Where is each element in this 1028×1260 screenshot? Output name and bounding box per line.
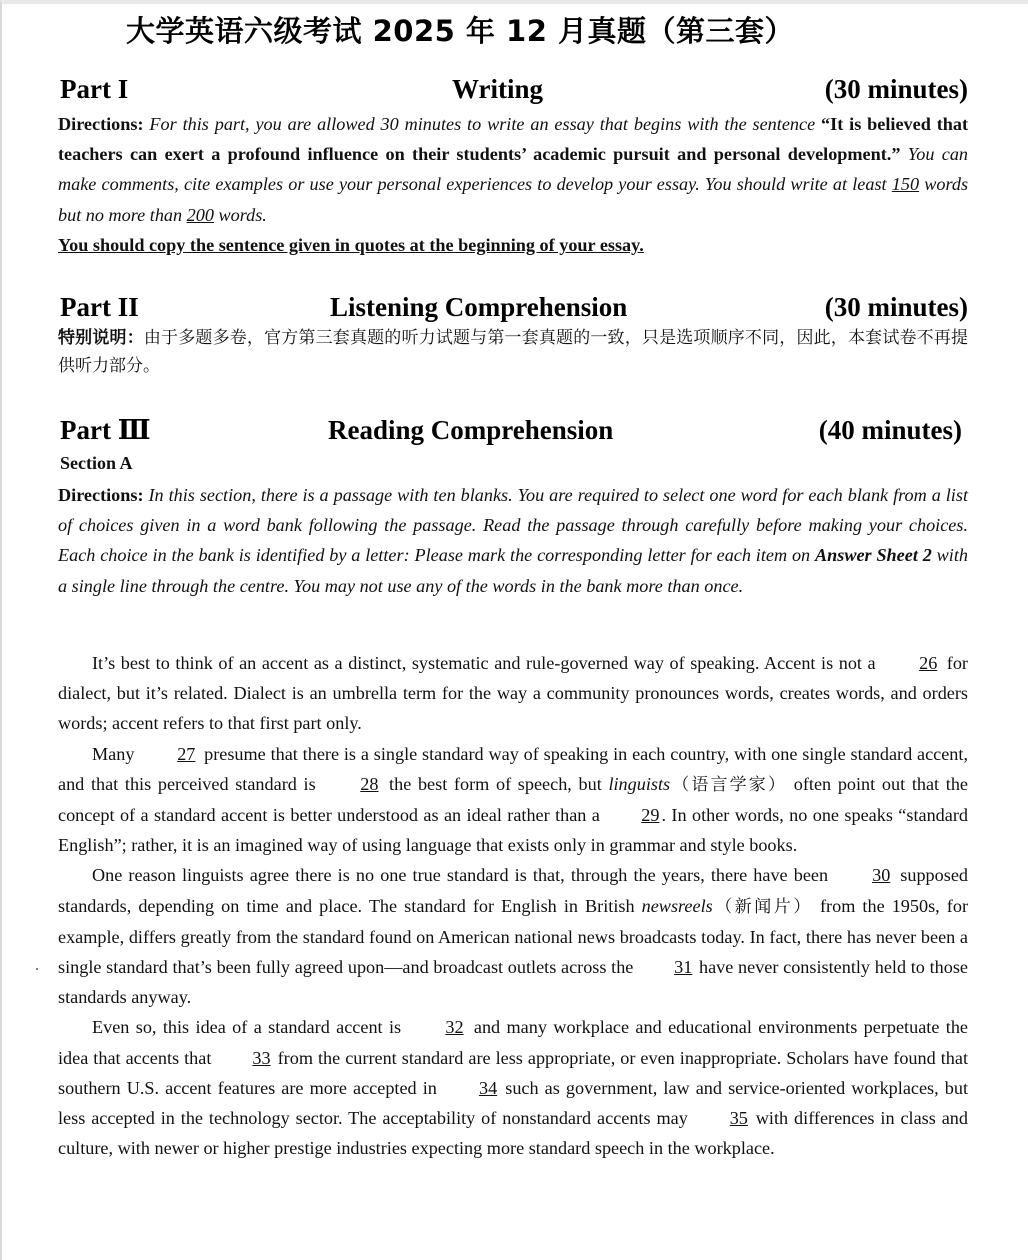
directions-label: Directions: bbox=[58, 114, 144, 134]
blank-33: 33 bbox=[252, 1047, 271, 1068]
passage-text: and many workplace and educational environments perpetuate the idea that accents that bbox=[58, 1017, 968, 1068]
part-time: (40 minutes) bbox=[818, 415, 962, 445]
blank-28: 28 bbox=[360, 773, 379, 794]
answer-sheet-ref: Answer Sheet 2 bbox=[815, 545, 932, 566]
essay-prompt-quote: “It is believed that teachers can exert a profound influence on their students’ academic pursuit and personal development.” bbox=[58, 114, 969, 165]
passage-text: from the 1950s, for example, differs greatly from the standard found on American national news broadcasts today. In fact, there has never been a single standard that’s been fully agreed upon—and broadcast outlets across the bbox=[58, 895, 969, 978]
blank-32: 32 bbox=[445, 1017, 464, 1038]
section-a-label: Section A bbox=[60, 453, 133, 473]
passage-text: from the current standard are less appropriate, or even inappropriate. Scholars have found that southern U.S. accent features are more accepted in bbox=[58, 1047, 969, 1098]
passage-text: supposed standards, depending on time and place. The standard for English in British bbox=[58, 865, 968, 916]
passage-text: have never consistently held to those standards anyway. bbox=[58, 957, 968, 1008]
part-3-directions bbox=[58, 480, 968, 601]
passage-text: Many bbox=[92, 743, 140, 764]
part-2-note bbox=[58, 324, 968, 380]
directions-text: For this part, you are allowed 30 minutes to write an essay that begins with the sentence bbox=[149, 114, 816, 134]
passage-paragraph-3 bbox=[58, 860, 968, 1012]
blank-31: 31 bbox=[674, 957, 693, 978]
passage-text: presume that there is a single standard way of speaking in each country, with one single standard accent, and that this perceived standard is bbox=[58, 743, 968, 794]
passage-text: such as government, law and service-oriented workplaces, but less accepted in the technology sector. The acceptability of nonstandard accents may bbox=[58, 1077, 968, 1129]
passage-text: for dialect, but it’s related. Dialect is an umbrella term for the way a community pronounces words, creates words, and orders words; accent refers to that first part only. bbox=[58, 653, 968, 734]
part-name: Writing bbox=[452, 74, 544, 104]
part-1-header bbox=[58, 74, 968, 108]
part-number: Part Ⅲ bbox=[60, 415, 151, 445]
part-number: Part II bbox=[60, 292, 139, 322]
passage-paragraph-4 bbox=[58, 1012, 968, 1163]
blank-26: 26 bbox=[919, 653, 938, 673]
passage-text: the best form of speech, but bbox=[382, 773, 609, 794]
part-1-directions bbox=[58, 109, 968, 260]
blank-30: 30 bbox=[872, 865, 891, 886]
passage-text: One reason linguists agree there is no one true standard is that, through the years, there have been bbox=[92, 865, 835, 886]
min-words: 150 bbox=[891, 174, 920, 195]
part-2-header bbox=[58, 292, 968, 326]
part-name: Reading Comprehension bbox=[328, 415, 614, 445]
page-title: 大学英语六级考试 2025 年 12 月真题（第三套） bbox=[126, 14, 794, 48]
passage-text: often point out that the concept of a standard accent is better understood as an ideal rather than a bbox=[58, 773, 968, 826]
part-time: (30 minutes) bbox=[824, 74, 968, 104]
term-linguists: linguists bbox=[608, 773, 671, 794]
passage-paragraph-1 bbox=[58, 648, 968, 739]
term-newsreels: newsreels bbox=[641, 895, 713, 916]
part-name: Listening Comprehension bbox=[330, 292, 628, 322]
passage-text: . In other words, no one speaks “standard English”; rather, it is an imagined way of using language that exists only in grammar and style books. bbox=[58, 805, 968, 856]
chinese-gloss: （新闻片） bbox=[712, 896, 813, 917]
directions-text: with a single line through the centre. You may not use any of the words in the bank more than once. bbox=[58, 545, 968, 596]
special-note-label: 特别说明： bbox=[58, 328, 144, 348]
directions-label: Directions: bbox=[58, 485, 144, 505]
passage-text: It’s best to think of an accent as a distinct, systematic and rule-governed way of speaking. Accent is not a bbox=[92, 653, 882, 673]
special-note-text: 由于多题多卷，官方第三套真题的听力试题与第一套真题的一致，只是选项顺序不同，因此，本套试卷不再提供听力部分。 bbox=[58, 328, 969, 376]
blank-27: 27 bbox=[177, 743, 196, 764]
part-number: Part I bbox=[60, 74, 129, 104]
blank-34: 34 bbox=[478, 1077, 498, 1098]
part-3-header bbox=[58, 415, 968, 449]
copy-instruction: You should copy the sentence given in quotes at the beginning of your essay. bbox=[58, 234, 644, 255]
blank-29: 29 bbox=[641, 805, 660, 826]
directions-text: You can make comments, cite examples or use your personal experiences to develop your essay. You should write at least bbox=[58, 144, 969, 195]
chinese-gloss: （语言学家） bbox=[670, 774, 788, 795]
passage-paragraph-2 bbox=[58, 739, 968, 861]
scan-speck bbox=[36, 968, 38, 970]
passage-text: Even so, this idea of a standard accent is bbox=[92, 1017, 408, 1038]
part-time: (30 minutes) bbox=[824, 292, 968, 322]
directions-text: words. bbox=[218, 204, 267, 225]
max-words: 200 bbox=[186, 204, 214, 225]
passage-text: with differences in class and culture, with newer or higher prestige industries expecting more standard speech in the workplace. bbox=[58, 1108, 968, 1159]
directions-text: In this section, there is a passage with ten blanks. You are required to select one word for each blank from a list of choices given in a word bank following the passage. Read the passage through carefully before making your choices. Each choice in the bank is identified by a letter: Please mark the corresponding letter for each item on bbox=[58, 485, 968, 566]
directions-text: words but no more than bbox=[58, 174, 969, 225]
blank-35: 35 bbox=[729, 1108, 748, 1129]
reading-passage bbox=[58, 648, 968, 1163]
